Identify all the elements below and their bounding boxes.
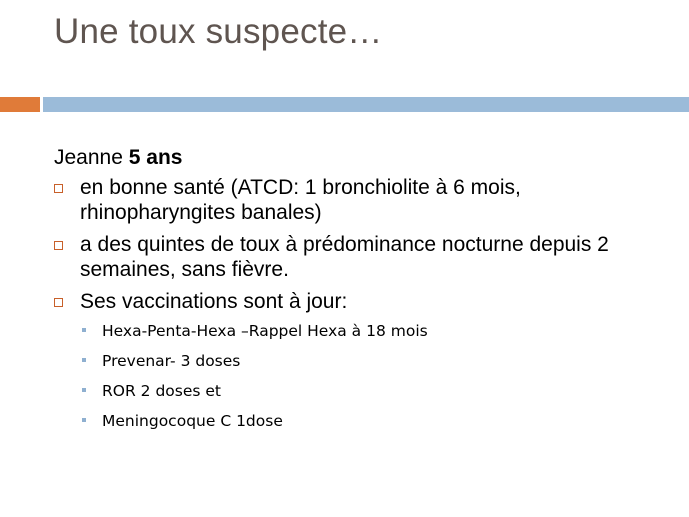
slide-content — [54, 145, 674, 441]
square-bullet-icon — [54, 241, 63, 250]
vaccination-item — [54, 411, 674, 431]
patient-age: 5 ans — [128, 146, 183, 169]
patient-intro — [54, 145, 674, 171]
vaccination-text: Meningocoque C 1dose — [102, 412, 283, 430]
small-square-bullet-icon — [82, 388, 86, 392]
patient-name: Jeanne — [54, 146, 123, 169]
vaccination-item — [54, 351, 674, 371]
vaccination-text: ROR 2 doses et — [102, 382, 222, 400]
slide-title: Une toux suspecte… — [54, 12, 383, 51]
vaccination-text: Prevenar- 3 doses — [102, 352, 241, 370]
vaccination-item — [54, 321, 674, 341]
accent-bar — [0, 97, 40, 112]
bullet-vaccinations — [54, 289, 674, 314]
small-square-bullet-icon — [82, 328, 86, 332]
bullet-text: a des quintes de toux à prédominance nocturne depuis 2 semaines, sans fièvre. — [80, 233, 609, 281]
vaccination-item — [54, 381, 674, 401]
vaccination-text: Hexa-Penta-Hexa –Rappel Hexa à 18 mois — [102, 322, 428, 340]
vaccination-list — [54, 321, 674, 431]
title-divider-bar — [43, 97, 689, 112]
bullet-text: en bonne santé (ATCD: 1 bronchiolite à 6 mois, rhinopharyngites banales) — [80, 176, 521, 224]
small-square-bullet-icon — [82, 358, 86, 362]
bullet-text: Ses vaccinations sont à jour: — [80, 290, 348, 313]
small-square-bullet-icon — [82, 418, 86, 422]
bullet-cough — [54, 232, 674, 282]
square-bullet-icon — [54, 298, 63, 307]
square-bullet-icon — [54, 184, 63, 193]
bullet-health — [54, 175, 674, 225]
